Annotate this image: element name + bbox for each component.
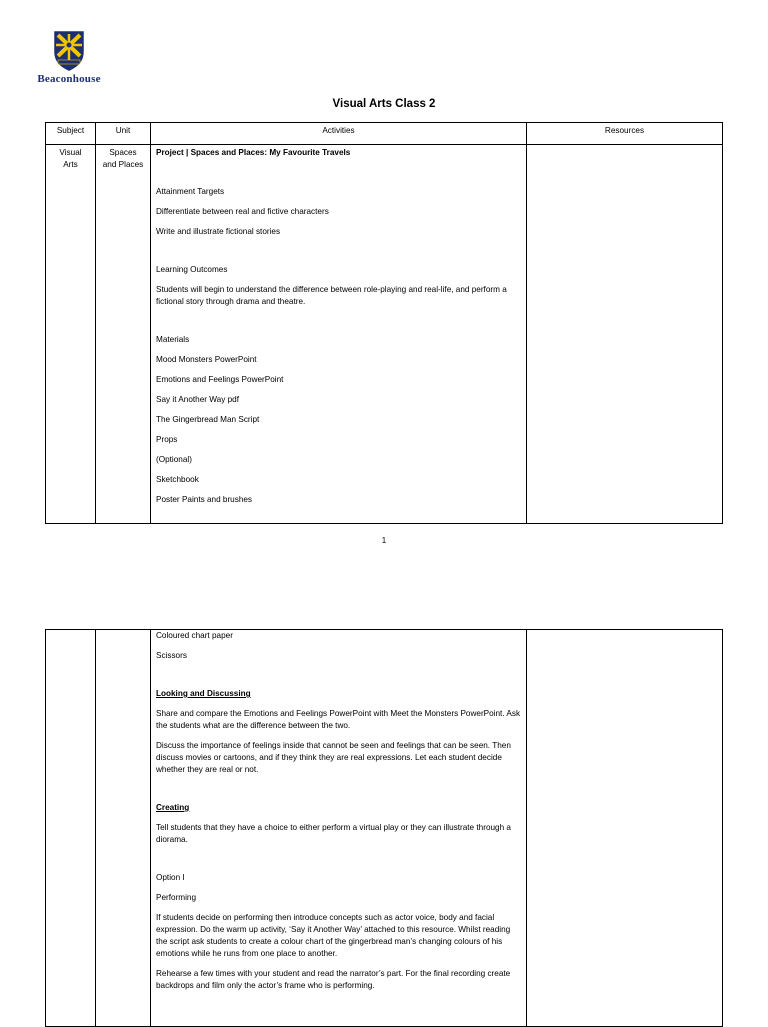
material-item: The Gingerbread Man Script	[156, 415, 260, 424]
beaconhouse-logo	[34, 30, 104, 92]
attainment-heading: Attainment Targets	[156, 187, 225, 196]
lesson-table-page-2	[45, 629, 723, 1027]
resources-cell	[527, 145, 723, 524]
resources-cell	[527, 630, 723, 1027]
subject-line: Visual	[59, 148, 82, 157]
materials-heading: Materials	[156, 335, 190, 344]
material-item: Mood Monsters PowerPoint	[156, 355, 257, 364]
creating-paragraph: Tell students that they have a choice to either perform a virtual play or they can illustrate through a diorama.	[156, 823, 511, 844]
activities-cell	[151, 145, 527, 524]
subject-line: Arts	[63, 160, 78, 169]
header-subject: Subject	[46, 123, 96, 145]
subject-cell	[46, 145, 96, 524]
looking-paragraph: Share and compare the Emotions and Feelings PowerPoint with Meet the Monsters PowerPoint. Ask the students what are the difference between the two.	[156, 709, 521, 730]
material-item: Sketchbook	[156, 475, 199, 484]
creating-heading: Creating	[156, 803, 190, 812]
attainment-item: Write and illustrate fictional stories	[156, 227, 281, 236]
unit-line: Spaces	[109, 148, 137, 157]
performing-heading: Performing	[156, 893, 197, 902]
outcomes-heading: Learning Outcomes	[156, 265, 228, 274]
looking-heading: Looking and Discussing	[156, 689, 251, 698]
activities-cell	[151, 630, 527, 1027]
document-title: Visual Arts Class 2	[332, 98, 436, 110]
outcomes-text: Students will begin to understand the difference between role-playing and real-life, and perform a fictional story through drama and theatre.	[156, 285, 507, 306]
crest-icon	[53, 30, 85, 72]
lesson-table-page-1	[45, 122, 723, 524]
page-number: 1	[381, 536, 387, 545]
header-activities: Activities	[151, 123, 527, 145]
material-item: Props	[156, 435, 178, 444]
logo-wordmark: Beaconhouse	[37, 73, 101, 85]
material-item: Say it Another Way pdf	[156, 395, 239, 404]
material-item: Scissors	[156, 651, 187, 660]
unit-cell	[96, 630, 151, 1027]
material-item: Poster Paints and brushes	[156, 495, 253, 504]
unit-cell	[96, 145, 151, 524]
looking-paragraph: Discuss the importance of feelings inside that cannot be seen and feelings that can be seen. Then discuss movies or cartoons, and if they think they are real expressions. Let each student decide whether they are real or not.	[156, 741, 511, 774]
subject-cell	[46, 630, 96, 1027]
performing-paragraph: If students decide on performing then introduce concepts such as actor voice, body and facial expression. Do the warm up activity, ‘Say it Another Way’ attached to this resource. Whilst reading the script ask students to create a colour chart of the gingerbread man’s changing colours of his emotions while he runs from one place to another.	[156, 913, 511, 958]
header-resources: Resources	[527, 123, 723, 145]
option-heading: Option I	[156, 873, 185, 882]
material-item: Coloured chart paper	[156, 631, 233, 640]
performing-paragraph: Rehearse a few times with your student and read the narrator’s part. For the final recording create backdrops and film only the actor’s frame who is performing.	[156, 969, 511, 990]
attainment-item: Differentiate between real and fictive characters	[156, 207, 329, 216]
material-item: Emotions and Feelings PowerPoint	[156, 375, 284, 384]
material-item: (Optional)	[156, 455, 192, 464]
project-title: Project | Spaces and Places: My Favourite Travels	[156, 148, 351, 157]
header-unit: Unit	[96, 123, 151, 145]
unit-line: and Places	[102, 160, 144, 169]
